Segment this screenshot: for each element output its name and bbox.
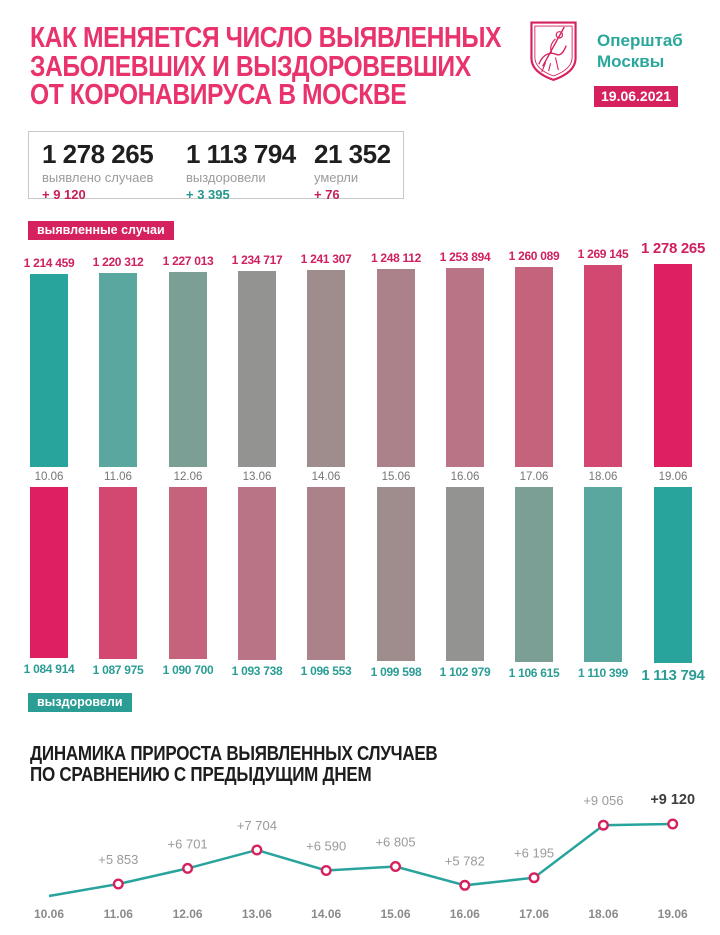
axis-date-label: 16.06 <box>449 907 480 921</box>
detected-cases-badge: выявленные случаи <box>28 221 174 240</box>
axis-date-label: 10.06 <box>33 907 65 921</box>
recovered-bar <box>169 487 207 659</box>
point-value-label: +6 805 <box>375 834 416 850</box>
point-value-label: +7 704 <box>236 818 277 833</box>
point-value-label: +6 701 <box>167 836 208 852</box>
data-point-marker <box>183 864 192 873</box>
org-name-line-1: Оперштаб <box>597 31 683 50</box>
case-bar-value-label: 1 278 265 <box>640 240 706 257</box>
data-point-marker <box>391 862 400 871</box>
case-bar-value-label: 1 214 459 <box>23 256 75 270</box>
case-bar <box>446 268 484 467</box>
recovered-badge: выздоровели <box>28 693 132 712</box>
data-point-marker <box>322 866 331 875</box>
case-bar-value-label: 1 227 013 <box>162 254 214 268</box>
dynamics-title-line-1: ДИНАМИКА ПРИРОСТА ВЫЯВЛЕННЫХ СЛУЧАЕВ <box>30 743 438 765</box>
case-bar-value-label: 1 248 112 <box>370 251 422 265</box>
recovered-bar-value-label: 1 090 700 <box>162 663 214 677</box>
stat-delta: + 9 120 <box>42 187 86 202</box>
stat-label: выздоровели <box>186 170 266 185</box>
case-bar <box>654 264 692 467</box>
recovered-bar <box>99 487 137 659</box>
axis-date-label: 14.06 <box>311 471 341 483</box>
case-bar <box>238 271 276 467</box>
case-bar-value-label: 1 269 145 <box>577 247 629 261</box>
axis-date-label: 19.06 <box>657 907 688 921</box>
case-bar-value-label: 1 241 307 <box>300 252 352 266</box>
recovered-bar-value-label: 1 084 914 <box>23 662 75 676</box>
recovered-bar <box>238 487 276 660</box>
case-bar <box>169 272 207 467</box>
page-title-line-3: ОТ КОРОНАВИРУСА В МОСКВЕ <box>30 79 407 111</box>
recovered-bar <box>30 487 68 658</box>
case-bar <box>307 270 345 467</box>
axis-date-label: 18.06 <box>588 907 619 921</box>
recovered-bar-value-label: 1 096 553 <box>300 664 352 678</box>
axis-date-label: 11.06 <box>104 471 132 483</box>
axis-date-label: 15.06 <box>381 471 411 483</box>
dynamics-title-line-2: ПО СРАВНЕНИЮ С ПРЕДЫДУЩИМ ДНЕМ <box>30 764 372 786</box>
stat-delta: + 3 395 <box>186 187 230 202</box>
data-point-marker <box>253 846 262 855</box>
recovered-bar-value-label: 1 093 738 <box>231 664 283 678</box>
recovered-bar-value-label: 1 087 975 <box>92 663 144 677</box>
stat-label: умерли <box>314 170 359 185</box>
data-point-marker <box>114 880 123 889</box>
data-point-marker <box>599 821 608 830</box>
trend-line <box>49 824 673 896</box>
stat-value: 21 352 <box>314 139 391 169</box>
recovered-bar-value-label: 1 102 979 <box>439 665 491 679</box>
page-title-line-1: КАК МЕНЯЕТСЯ ЧИСЛО ВЫЯВЛЕННЫХ <box>30 22 502 54</box>
axis-date-label: 19.06 <box>658 471 688 483</box>
case-bar <box>30 274 68 467</box>
daily-increase-line-chart <box>0 780 720 935</box>
page-title-line-2: ЗАБОЛЕВШИХ И ВЫЗДОРОВЕВШИХ <box>30 50 471 83</box>
point-value-label: +6 195 <box>514 845 555 861</box>
case-bar <box>99 273 137 467</box>
case-bar-value-label: 1 260 089 <box>508 249 560 263</box>
axis-date-label: 17.06 <box>519 471 549 483</box>
point-value-label: +5 853 <box>98 852 139 867</box>
axis-date-label: 11.06 <box>103 907 133 921</box>
recovered-bar <box>446 487 484 661</box>
axis-date-label: 17.06 <box>519 907 550 921</box>
case-bar-value-label: 1 253 894 <box>439 250 491 264</box>
case-bar <box>377 269 415 467</box>
axis-date-label: 13.06 <box>242 471 272 483</box>
case-bar <box>584 265 622 467</box>
point-value-label: +5 782 <box>444 853 485 869</box>
date-badge: 19.06.2021 <box>594 86 678 107</box>
recovered-bar <box>377 487 415 661</box>
axis-date-label: 14.06 <box>311 907 342 921</box>
case-bar-value-label: 1 220 312 <box>92 255 144 269</box>
recovered-bar <box>307 487 345 660</box>
case-bar <box>515 267 553 467</box>
recovered-bar <box>654 487 692 663</box>
case-bar-value-label: 1 234 717 <box>231 253 283 267</box>
recovered-bar-value-label: 1 110 399 <box>577 666 629 680</box>
axis-date-label: 12.06 <box>172 907 203 921</box>
point-value-label: +9 120 <box>650 792 696 808</box>
recovered-bar <box>515 487 553 662</box>
point-value-label: +6 590 <box>306 838 347 854</box>
axis-date-label: 16.06 <box>450 471 480 483</box>
axis-date-label: 13.06 <box>241 907 272 921</box>
stat-delta: + 76 <box>314 187 340 202</box>
axis-date-label: 12.06 <box>173 471 203 483</box>
data-point-marker <box>461 881 470 890</box>
axis-date-label: 18.06 <box>588 471 618 483</box>
recovered-bar <box>584 487 622 662</box>
data-point-marker <box>668 820 677 829</box>
recovered-bar-value-label: 1 113 794 <box>641 667 705 684</box>
axis-date-label: 15.06 <box>380 907 411 921</box>
point-value-label: +9 056 <box>583 793 624 809</box>
recovered-bar-value-label: 1 106 615 <box>508 666 560 680</box>
stat-label: выявлено случаев <box>42 170 154 185</box>
recovered-bar-value-label: 1 099 598 <box>370 665 422 679</box>
axis-date-label: 10.06 <box>34 471 64 483</box>
stat-value: 1 113 794 <box>186 139 296 169</box>
data-point-marker <box>530 873 539 882</box>
org-name-line-2: Москвы <box>597 52 665 71</box>
stat-value: 1 278 265 <box>42 139 154 169</box>
